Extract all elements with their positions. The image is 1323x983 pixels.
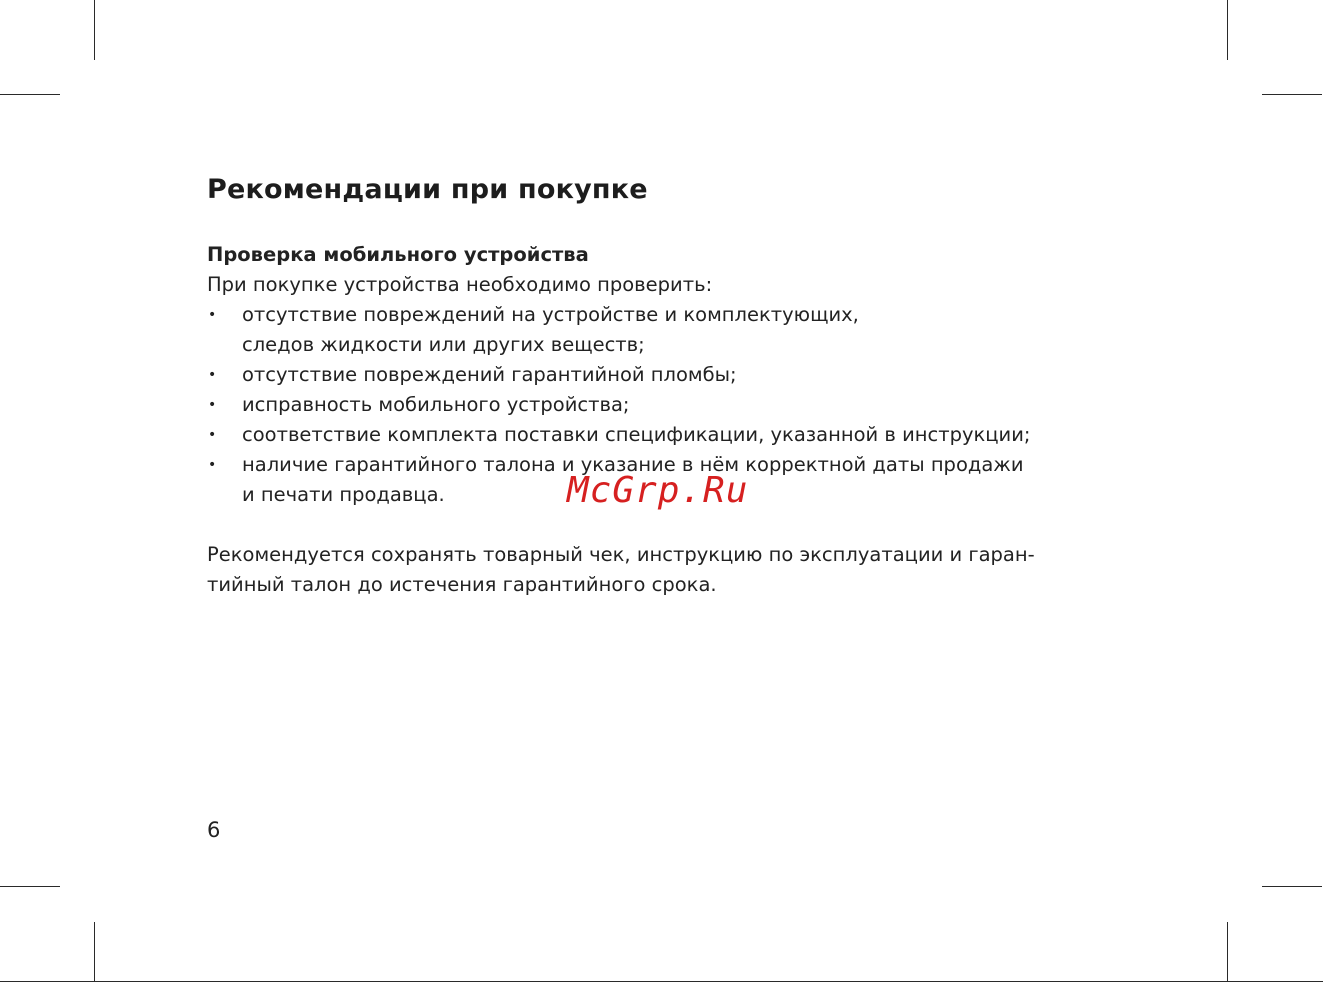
- list-item-line: отсутствие повреждений гарантийной пломбы;: [242, 363, 737, 386]
- bullet-icon: •: [208, 457, 217, 473]
- crop-mark-bottom-left-horizontal: [0, 886, 60, 887]
- bullet-icon: •: [208, 397, 217, 413]
- list-item: [207, 300, 1157, 360]
- recommendation-paragraph: [207, 540, 1157, 600]
- crop-mark-bottom-right-horizontal: [1262, 886, 1322, 887]
- list-item-line: отсутствие повреждений на устройстве и комплектующих,: [242, 303, 859, 326]
- bullet-icon: •: [208, 427, 217, 443]
- bottom-border-line: [0, 981, 1323, 982]
- bullet-icon: •: [208, 367, 217, 383]
- watermark: McGrp.Ru: [567, 470, 749, 511]
- list-item-line: и печати продавца.: [242, 483, 445, 506]
- list-item: [207, 420, 1157, 450]
- recommendation-line: тийный талон до истечения гарантийного срока.: [207, 573, 717, 596]
- crop-mark-top-right-horizontal: [1262, 94, 1322, 95]
- crop-mark-bottom-left-vertical: [94, 922, 95, 982]
- page-title: Рекомендации при покупке: [207, 174, 648, 205]
- bullet-icon: •: [208, 307, 217, 323]
- recommendation-line: Рекомендуется сохранять товарный чек, инструкцию по эксплуатации и гаран-: [207, 543, 1035, 566]
- crop-mark-top-right-vertical: [1227, 0, 1228, 60]
- main-content: [207, 240, 1157, 600]
- list-item-line: следов жидкости или других веществ;: [242, 333, 645, 356]
- list-item: [207, 360, 1157, 390]
- list-item-line: наличие гарантийного талона и указание в нём корректной даты продажи: [242, 453, 1024, 476]
- crop-mark-bottom-right-vertical: [1227, 922, 1228, 982]
- list-item-line: исправность мобильного устройства;: [242, 393, 630, 416]
- section-heading: Проверка мобильного устройства: [207, 243, 589, 266]
- section-intro: При покупке устройства необходимо проверить:: [207, 273, 713, 296]
- crop-mark-top-left-horizontal: [0, 94, 60, 95]
- crop-mark-top-left-vertical: [94, 0, 95, 60]
- page-number: 6: [207, 818, 221, 842]
- list-item-line: соответствие комплекта поставки спецификации, указанной в инструкции;: [242, 423, 1031, 446]
- list-item: [207, 390, 1157, 420]
